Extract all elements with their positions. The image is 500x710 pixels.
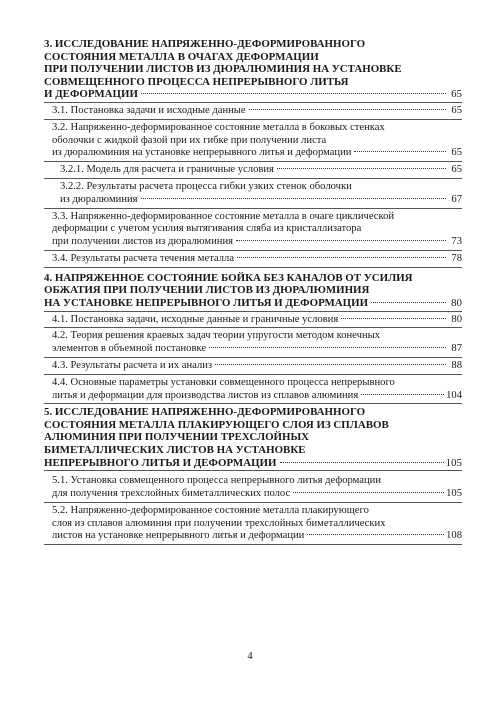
toc-entry-line — [44, 297, 462, 310]
toc-entry-line — [52, 330, 462, 343]
toc-entry-text: элементов в объемной постановке — [52, 343, 207, 355]
toc-entry-text: ПРИ ПОЛУЧЕНИИ ЛИСТОВ ИЗ ДЮРАЛЮМИНИЯ НА УСТАНОВКЕ — [44, 63, 402, 76]
toc-entry-chapter — [44, 38, 462, 101]
dot-leader — [237, 257, 446, 258]
toc-entry-line — [44, 444, 462, 457]
entry-separator — [44, 178, 462, 179]
toc-entry-chapter — [44, 406, 462, 469]
entry-separator — [44, 403, 462, 404]
toc-entry-line — [52, 236, 462, 249]
dot-leader — [236, 240, 446, 241]
toc-entry-line — [44, 38, 462, 51]
dot-leader — [361, 394, 444, 395]
toc-entry-line — [52, 135, 462, 148]
dot-leader — [354, 151, 446, 152]
toc-page-number: 73 — [451, 236, 462, 248]
toc-entry-text: оболочки с жидкой фазой при их гибке при получении листа — [52, 134, 327, 146]
toc-entry-text: 4.3. Результаты расчета и их анализ — [52, 359, 213, 371]
toc-entry-line — [52, 122, 462, 135]
toc-entry-line — [52, 147, 462, 160]
entry-separator — [44, 102, 462, 103]
toc-entry-section — [44, 377, 462, 403]
toc-entry-line — [44, 431, 462, 444]
toc-entry-text: 3. ИССЛЕДОВАНИЕ НАПРЯЖЕННО-ДЕФОРМИРОВАННОГО — [44, 38, 366, 50]
toc-entry-text: ОБЖАТИЯ ПРИ ПОЛУЧЕНИИ ЛИСТОВ ИЗ ДЮРАЛЮМИНИЯ — [44, 284, 370, 297]
entry-separator — [44, 374, 462, 375]
toc-page-number: 65 — [451, 88, 462, 101]
entry-separator — [44, 311, 462, 312]
toc-entry-text: 3.2. Напряженно-деформированное состояние металла в боковых стенках — [52, 121, 385, 133]
toc-entry-text: СОСТОЯНИЯ МЕТАЛЛА ПЛАКИРУЮЩЕГО СЛОЯ ИЗ СПЛАВОВ — [44, 418, 389, 431]
entry-separator — [44, 250, 462, 251]
toc-page-number: 65 — [451, 164, 462, 176]
dot-leader — [280, 462, 444, 463]
entry-separator — [44, 208, 462, 209]
page-number: 4 — [247, 651, 253, 662]
toc-entry-line — [44, 284, 462, 297]
toc-entry-subsection — [44, 164, 462, 177]
toc-entry-text: слоя из сплавов алюминия при получении трехслойных биметаллических — [52, 517, 386, 529]
toc-entry-line — [52, 105, 462, 118]
toc-page-number: 108 — [446, 530, 462, 542]
toc-entry-line — [52, 488, 462, 501]
toc-entry-text: СОСТОЯНИЯ МЕТАЛЛА В ОЧАГАХ ДЕФОРМАЦИИ — [44, 50, 319, 63]
dot-leader — [341, 318, 446, 319]
toc-entry-line — [52, 505, 462, 518]
entry-separator — [44, 544, 462, 545]
toc-entry-section — [44, 105, 462, 118]
toc-entry-line — [44, 63, 462, 76]
entry-separator — [44, 502, 462, 503]
toc-entry-line — [52, 211, 462, 224]
toc-entry-line — [52, 390, 462, 403]
dot-leader — [215, 364, 446, 365]
entry-separator — [44, 119, 462, 120]
entry-separator — [44, 470, 462, 471]
toc-entry-text: 3.2.2. Результаты расчета процесса гибки узких стенок оболочки — [60, 180, 352, 192]
toc-entry-line — [52, 343, 462, 356]
toc-entry-text: листов на установке непрерывного литья и деформации — [52, 530, 305, 542]
entry-separator — [44, 327, 462, 328]
toc-entry-text: деформации с учетом усилия вытягивания сляба из кристаллизатора — [52, 223, 362, 235]
toc-entry-line — [44, 419, 462, 432]
toc-entry-section — [44, 122, 462, 160]
toc-entry-line — [52, 314, 462, 327]
toc-entry-text: из дюралюминия на установке непрерывного литья и деформации — [52, 147, 352, 159]
toc-entry-text: НА УСТАНОВКЕ НЕПРЕРЫВНОГО ЛИТЬЯ И ДЕФОРМАЦИИ — [44, 296, 369, 309]
toc-entry-line — [52, 518, 462, 531]
toc-entry-line — [52, 223, 462, 236]
toc-entry-text: 5.2. Напряженно-деформированное состояние металла плакирующего — [52, 504, 369, 516]
toc-entry-line — [44, 457, 462, 470]
toc-entry-section — [44, 505, 462, 543]
dot-leader — [249, 109, 446, 110]
toc-entry-line — [60, 164, 462, 177]
toc-entry-line — [44, 51, 462, 64]
toc-page-number: 80 — [451, 313, 462, 325]
toc-entry-text: 5.1. Установка совмещенного процесса непрерывного литья деформации — [52, 475, 382, 487]
toc-page-number: 105 — [445, 456, 462, 469]
toc-page-number: 80 — [451, 296, 462, 309]
toc-entry-line — [44, 88, 462, 101]
toc-entry-text: 4.2. Теория решения краевых задач теории упругости методом конечных — [52, 330, 381, 342]
toc-entry-text: 4.1. Постановка задачи, исходные данные и граничные условия — [52, 313, 339, 325]
toc-entry-text: БИМЕТАЛЛИЧЕСКИХ ЛИСТОВ НА УСТАНОВКЕ — [44, 444, 306, 457]
toc-entry-line — [52, 253, 462, 266]
toc-entry-section — [44, 475, 462, 501]
entry-separator — [44, 267, 462, 268]
toc-page-number: 65 — [451, 104, 462, 116]
toc-entry-line — [44, 76, 462, 89]
dot-leader — [277, 168, 446, 169]
entry-separator — [44, 357, 462, 358]
dot-leader — [141, 198, 446, 199]
toc-entry-section — [44, 253, 462, 266]
toc-entry-line — [60, 181, 462, 194]
toc-entry-line — [44, 406, 462, 419]
toc-entry-section — [44, 211, 462, 249]
toc-entry-section — [44, 360, 462, 373]
toc-entry-text: литья и деформации для производства листов из сплавов алюминия — [52, 389, 359, 401]
toc-entry-line — [52, 360, 462, 373]
toc-page-number: 104 — [446, 389, 462, 401]
toc-page-number: 67 — [451, 193, 462, 205]
toc-entry-text: 3.4. Результаты расчета течения металла — [52, 252, 235, 264]
toc-entry-text: 3.3. Напряженно-деформированное состояние металла в очаге циклической — [52, 210, 395, 222]
toc-entry-text: И ДЕФОРМАЦИИ — [44, 88, 138, 101]
dot-leader — [371, 302, 446, 303]
toc-entry-text: НЕПРЕРЫВНОГО ЛИТЬЯ И ДЕФОРМАЦИИ — [44, 456, 277, 469]
toc-entry-text: 5. ИССЛЕДОВАНИЕ НАПРЯЖЕННО-ДЕФОРМИРОВАННОГО — [44, 406, 366, 419]
table-of-contents — [44, 38, 462, 543]
toc-entry-line — [52, 530, 462, 543]
toc-entry-text: 4. НАПРЯЖЕННОЕ СОСТОЯНИЕ БОЙКА БЕЗ КАНАЛОВ ОТ УСИЛИЯ — [44, 271, 413, 284]
dot-leader — [307, 534, 444, 535]
toc-page-number: 88 — [451, 359, 462, 371]
toc-entry-text: из дюралюминия — [60, 193, 138, 205]
toc-entry-line — [52, 377, 462, 390]
toc-page-number: 105 — [446, 488, 462, 500]
toc-entry-text: при получении листов из дюралюминия — [52, 236, 234, 248]
entry-separator — [44, 161, 462, 162]
toc-entry-text: для получения трехслойных биметаллических полос — [52, 488, 291, 500]
toc-page-number: 87 — [451, 343, 462, 355]
toc-entry-chapter — [44, 272, 462, 310]
toc-entry-text: 4.4. Основные параметры установки совмещенного процесса непрерывного — [52, 376, 395, 388]
toc-entry-text: АЛЮМИНИЯ ПРИ ПОЛУЧЕНИИ ТРЕХСЛОЙНЫХ — [44, 431, 310, 444]
toc-entry-line — [52, 475, 462, 488]
toc-page-number: 65 — [451, 147, 462, 159]
toc-entry-text: СОВМЕЩЕННОГО ПРОЦЕССА НЕПРЕРЫВНОГО ЛИТЬЯ — [44, 75, 349, 88]
toc-entry-line — [60, 194, 462, 207]
toc-entry-text: 3.1. Постановка задачи и исходные данные — [52, 104, 246, 116]
dot-leader — [141, 93, 446, 94]
toc-entry-line — [44, 272, 462, 285]
toc-page-number: 78 — [451, 252, 462, 264]
dot-leader — [209, 347, 446, 348]
toc-entry-subsection — [44, 181, 462, 207]
toc-entry-text: 3.2.1. Модель для расчета и граничные условия — [60, 164, 274, 176]
toc-entry-section — [44, 314, 462, 327]
toc-entry-section — [44, 330, 462, 356]
dot-leader — [293, 492, 444, 493]
